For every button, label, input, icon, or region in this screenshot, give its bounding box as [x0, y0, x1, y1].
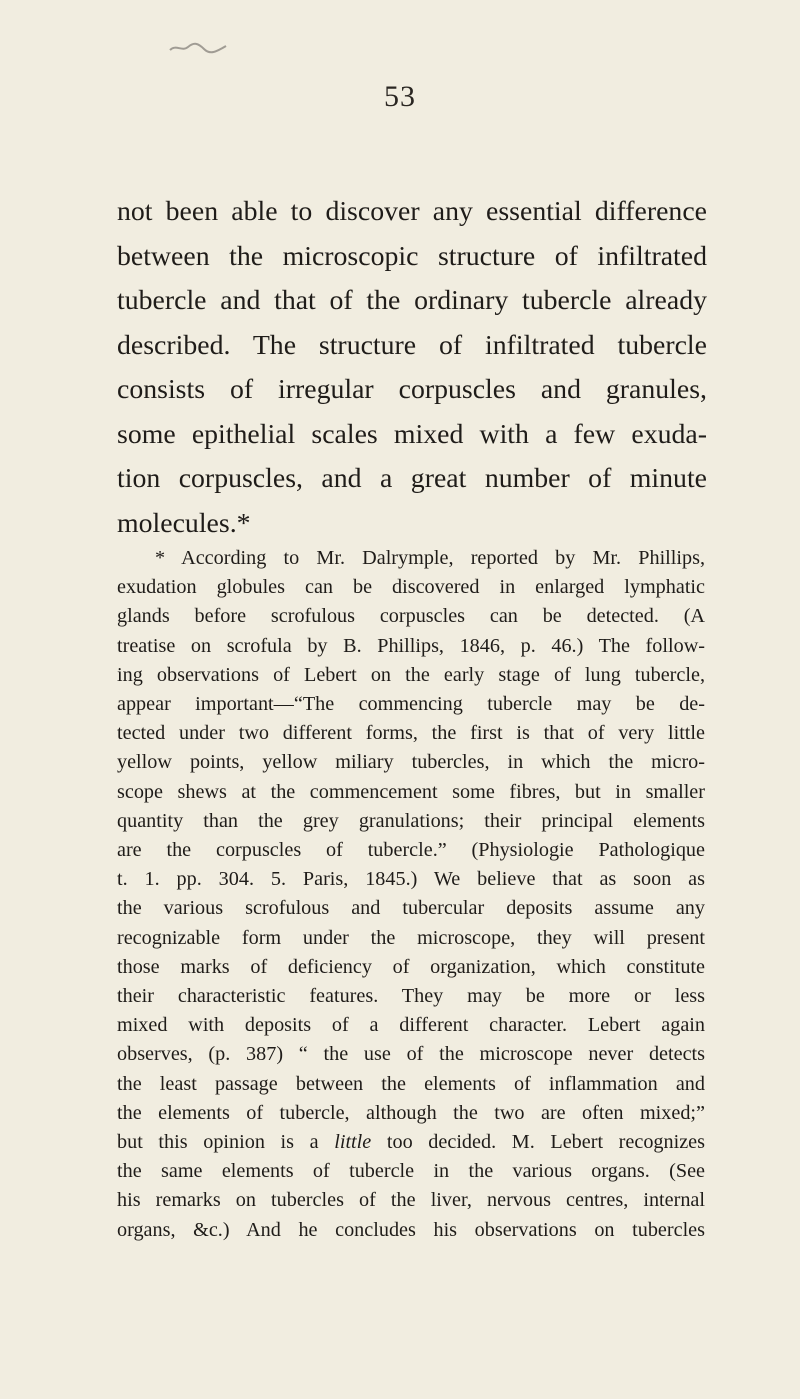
footnote-line: scope shews at the commencement some fibres, but in smaller — [117, 780, 705, 803]
footnote-line: appear important—“The commencing tubercle may be de- — [117, 693, 705, 716]
text-line: described. The structure of infiltrated tubercle — [117, 329, 707, 361]
text-line: tion corpuscles, and a great number of minute — [117, 463, 707, 494]
footnote-line: quantity than the grey granulations; their principal elements — [117, 809, 705, 832]
footnote — [117, 544, 705, 1245]
footnote-line: mixed with deposits of a different character. Lebert again — [117, 1014, 705, 1037]
footnote-line: organs, &c.) And he concludes his observations on tubercles — [117, 1218, 705, 1241]
footnote-line: the various scrofulous and tubercular deposits assume any — [117, 897, 705, 920]
footnote-line: recognizable form under the microscope, they will present — [117, 926, 705, 949]
footnote-line: exudation globules can be discovered in enlarged lymphatic — [117, 576, 705, 599]
text-line: between the microscopic structure of infiltrated — [117, 240, 707, 272]
text-line: molecules.* — [117, 507, 251, 539]
footnote-line-with-italic — [117, 1128, 705, 1157]
page-number: 53 — [384, 80, 416, 113]
footnote-line: their characteristic features. They may be more or less — [117, 985, 705, 1008]
text-line: consists of irregular corpuscles and granules, — [117, 374, 707, 405]
footnote-segment: too decided. M. Lebert recognizes — [371, 1131, 705, 1154]
footnote-segment: but this opinion is a — [117, 1131, 335, 1154]
footnote-line: his remarks on tubercles of the liver, nervous centres, internal — [117, 1189, 705, 1212]
footnote-line: observes, (p. 387) “ the use of the microscope never detects — [117, 1043, 705, 1066]
text-line: tubercle and that of the ordinary tubercle already — [117, 285, 707, 316]
footnote-line: yellow points, yellow miliary tubercles, in which the micro- — [117, 751, 705, 774]
italic-emphasis: little — [334, 1131, 372, 1154]
text-line: some epithelial scales mixed with a few exuda- — [117, 418, 707, 450]
text-line: not been able to discover any essential difference — [117, 196, 707, 227]
footnote-line: t. 1. pp. 304. 5. Paris, 1845.) We believe that as soon as — [117, 868, 705, 891]
footnote-line: glands before scrofulous corpuscles can be detected. (A — [117, 605, 705, 628]
footnote-line: the least passage between the elements of inflammation and — [117, 1072, 705, 1095]
ink-blot-mark — [168, 40, 228, 56]
footnote-line: the same elements of tubercle in the various organs. (See — [117, 1160, 705, 1183]
footnote-line: the elements of tubercle, although the two are often mixed;” — [117, 1101, 705, 1124]
footnote-line: those marks of deficiency of organization, which constitute — [117, 955, 705, 978]
footnote-line: ing observations of Lebert on the early stage of lung tubercle, — [117, 663, 705, 686]
footnote-line: * According to Mr. Dalrymple, reported by Mr. Phillips, — [155, 547, 705, 569]
footnote-line: tected under two different forms, the first is that of very little — [117, 722, 705, 745]
main-paragraph — [117, 190, 707, 546]
footnote-line: treatise on scrofula by B. Phillips, 1846, p. 46.) The follow- — [117, 634, 705, 657]
footnote-line: are the corpuscles of tubercle.” (Physiologie Pathologique — [117, 839, 705, 862]
